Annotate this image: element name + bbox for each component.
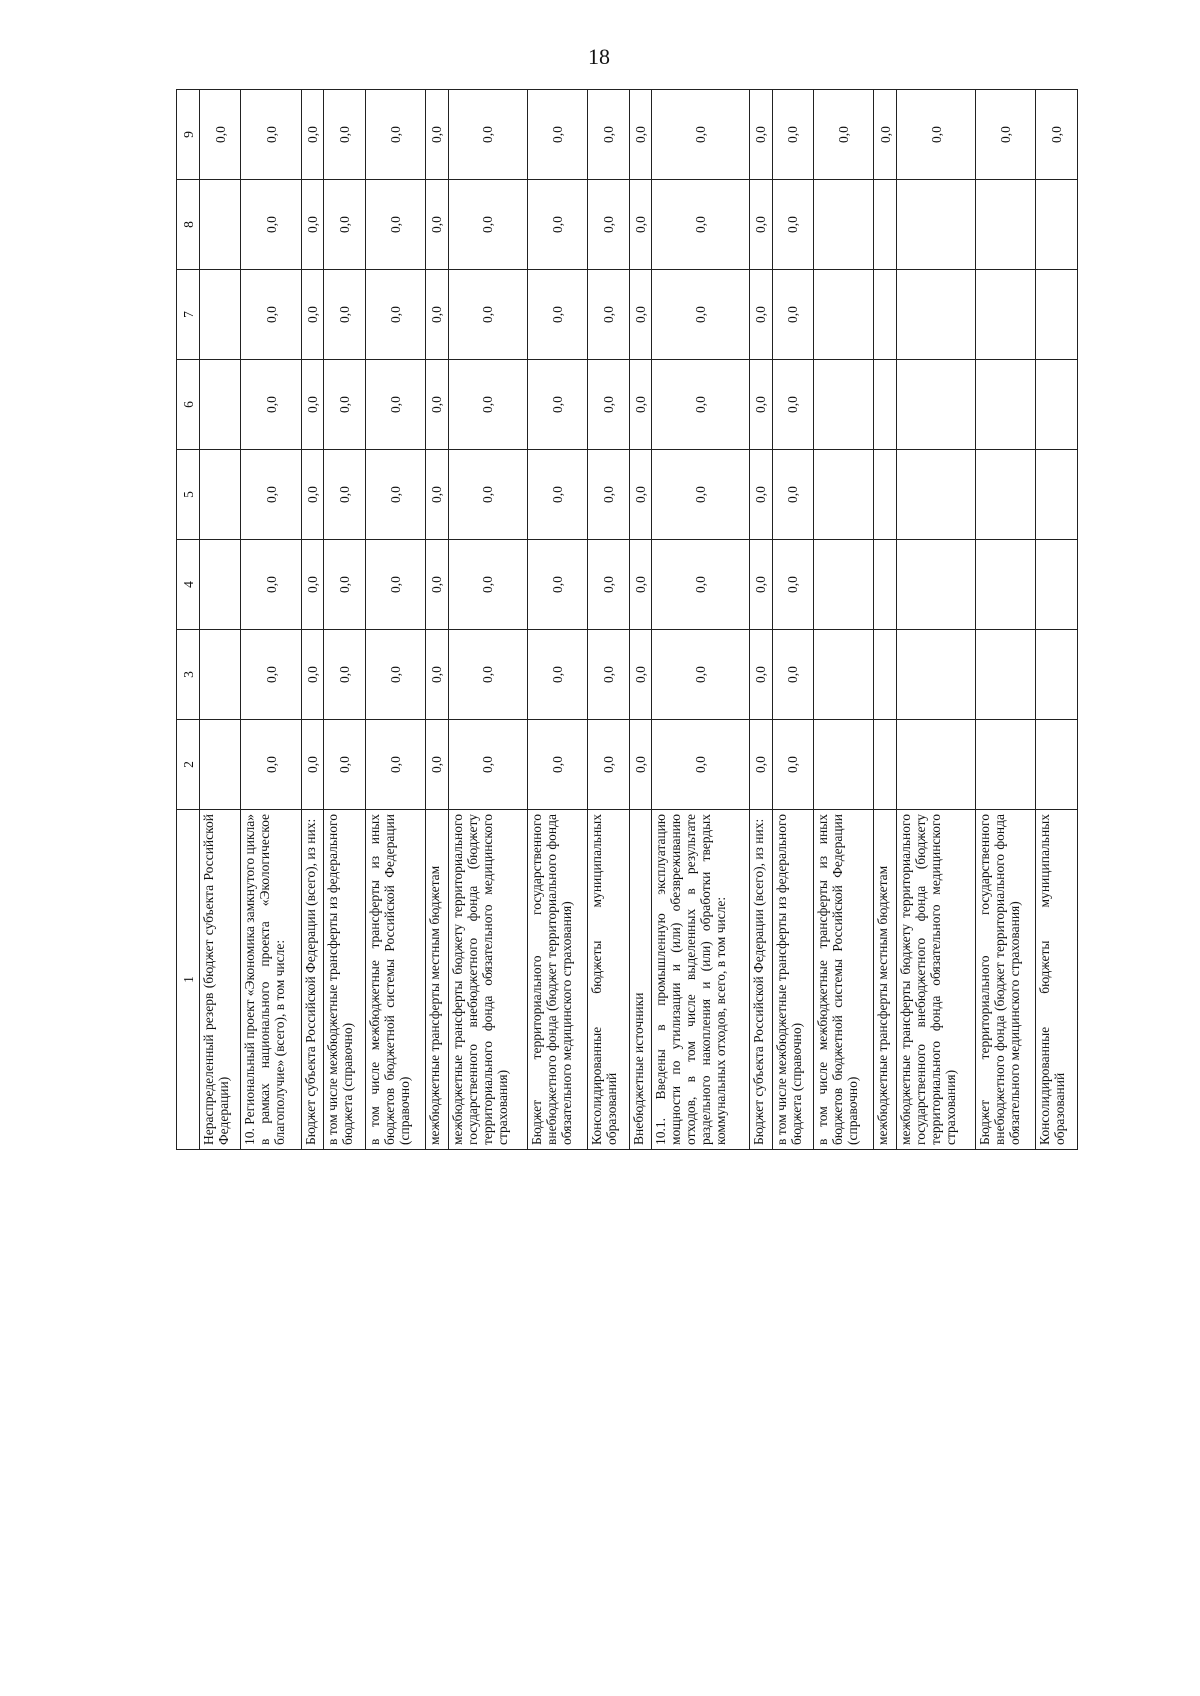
table-row <box>588 90 629 1150</box>
value-cell <box>897 180 976 270</box>
value-cell <box>814 180 874 270</box>
table-row <box>814 90 874 1150</box>
table-row <box>750 90 773 1150</box>
value-cell: 0,0 <box>629 630 652 720</box>
value-cell: 0,0 <box>324 90 365 180</box>
value-cell: 0,0 <box>426 180 449 270</box>
value-cell: 0,0 <box>629 360 652 450</box>
value-cell <box>200 630 241 720</box>
value-cell: 0,0 <box>772 90 813 180</box>
value-cell <box>814 540 874 630</box>
value-cell: 0,0 <box>772 540 813 630</box>
value-cell: 0,0 <box>629 540 652 630</box>
value-cell: 0,0 <box>652 450 750 540</box>
value-cell: 0,0 <box>324 270 365 360</box>
value-cell <box>976 720 1036 810</box>
value-cell: 0,0 <box>365 720 425 810</box>
value-cell: 0,0 <box>324 540 365 630</box>
column-header: 4 <box>177 540 200 630</box>
budget-table-container <box>176 90 1078 1150</box>
value-cell: 0,0 <box>750 360 773 450</box>
value-cell: 0,0 <box>750 540 773 630</box>
value-cell: 0,0 <box>365 450 425 540</box>
value-cell: 0,0 <box>652 720 750 810</box>
value-cell: 0,0 <box>527 180 587 270</box>
value-cell: 0,0 <box>426 90 449 180</box>
table-row <box>976 90 1036 1150</box>
value-cell <box>976 540 1036 630</box>
row-label: Бюджет субъекта Российской Федерации (всего), из них: <box>301 810 324 1150</box>
value-cell <box>200 360 241 450</box>
column-header: 8 <box>177 180 200 270</box>
value-cell: 0,0 <box>629 720 652 810</box>
value-cell: 0,0 <box>301 450 324 540</box>
value-cell: 0,0 <box>426 540 449 630</box>
page-number: 18 <box>588 44 610 69</box>
row-label: Бюджет территориального государственного внебюджетного фонда (бюджет территориального фонда обязательного медицинского страхования) <box>527 810 587 1150</box>
value-cell: 0,0 <box>750 180 773 270</box>
value-cell: 0,0 <box>629 270 652 360</box>
value-cell: 0,0 <box>527 630 587 720</box>
row-label: межбюджетные трансферты местным бюджетам <box>874 810 897 1150</box>
row-label: Бюджет территориального государственного внебюджетного фонда (бюджет территориального фонда обязательного медицинского страхования) <box>976 810 1036 1150</box>
value-cell: 0,0 <box>241 540 301 630</box>
column-header: 5 <box>177 450 200 540</box>
value-cell <box>976 450 1036 540</box>
row-label: 10.1. Введены в промышленную эксплуатацию мощности по утилизации и (или) обезвреживанию отходов, в том числе выделенных в результате раздельного накопления и (или) обработки твердых коммунальных отходов, всего, в том числе: <box>652 810 750 1150</box>
column-header: 2 <box>177 720 200 810</box>
value-cell: 0,0 <box>652 90 750 180</box>
value-cell: 0,0 <box>426 450 449 540</box>
value-cell: 0,0 <box>629 450 652 540</box>
value-cell: 0,0 <box>527 450 587 540</box>
value-cell <box>897 450 976 540</box>
table-header-row <box>177 90 200 1150</box>
value-cell: 0,0 <box>426 630 449 720</box>
value-cell: 0,0 <box>365 630 425 720</box>
value-cell: 0,0 <box>448 180 527 270</box>
value-cell: 0,0 <box>976 90 1036 180</box>
value-cell <box>874 450 897 540</box>
value-cell: 0,0 <box>301 360 324 450</box>
table-row <box>241 90 301 1150</box>
value-cell: 0,0 <box>301 270 324 360</box>
value-cell: 0,0 <box>1036 90 1078 180</box>
table-row <box>772 90 813 1150</box>
table-row <box>652 90 750 1150</box>
value-cell <box>1036 180 1078 270</box>
value-cell: 0,0 <box>426 270 449 360</box>
value-cell: 0,0 <box>588 270 629 360</box>
value-cell <box>976 630 1036 720</box>
table-row <box>301 90 324 1150</box>
row-label: Нераспределенный резерв (бюджет субъекта Российской Федерации) <box>200 810 241 1150</box>
value-cell: 0,0 <box>426 360 449 450</box>
value-cell: 0,0 <box>652 270 750 360</box>
value-cell: 0,0 <box>772 360 813 450</box>
value-cell: 0,0 <box>448 360 527 450</box>
value-cell: 0,0 <box>324 450 365 540</box>
value-cell: 0,0 <box>588 360 629 450</box>
value-cell <box>200 180 241 270</box>
value-cell: 0,0 <box>588 630 629 720</box>
value-cell <box>897 270 976 360</box>
value-cell: 0,0 <box>324 630 365 720</box>
value-cell: 0,0 <box>814 90 874 180</box>
value-cell: 0,0 <box>588 720 629 810</box>
value-cell <box>814 720 874 810</box>
column-header: 6 <box>177 360 200 450</box>
value-cell <box>874 180 897 270</box>
value-cell: 0,0 <box>588 90 629 180</box>
value-cell <box>976 270 1036 360</box>
row-label: Консолидированные бюджеты муниципальных образований <box>1036 810 1078 1150</box>
value-cell: 0,0 <box>241 630 301 720</box>
value-cell <box>976 360 1036 450</box>
value-cell: 0,0 <box>772 270 813 360</box>
value-cell: 0,0 <box>301 630 324 720</box>
value-cell <box>976 180 1036 270</box>
value-cell: 0,0 <box>448 270 527 360</box>
value-cell <box>200 270 241 360</box>
value-cell <box>1036 270 1078 360</box>
value-cell <box>874 720 897 810</box>
value-cell <box>1036 720 1078 810</box>
value-cell: 0,0 <box>241 720 301 810</box>
value-cell <box>874 540 897 630</box>
value-cell: 0,0 <box>527 270 587 360</box>
budget-table <box>176 89 1078 1150</box>
value-cell: 0,0 <box>772 450 813 540</box>
table-row <box>365 90 425 1150</box>
table-row <box>527 90 587 1150</box>
value-cell: 0,0 <box>365 90 425 180</box>
value-cell: 0,0 <box>365 180 425 270</box>
table-row <box>897 90 976 1150</box>
value-cell: 0,0 <box>241 270 301 360</box>
value-cell: 0,0 <box>324 720 365 810</box>
value-cell: 0,0 <box>629 180 652 270</box>
value-cell <box>874 630 897 720</box>
value-cell <box>814 270 874 360</box>
row-label: межбюджетные трансферты местным бюджетам <box>426 810 449 1150</box>
value-cell <box>874 360 897 450</box>
value-cell: 0,0 <box>200 90 241 180</box>
value-cell <box>1036 360 1078 450</box>
value-cell: 0,0 <box>365 540 425 630</box>
value-cell: 0,0 <box>448 540 527 630</box>
row-label: Внебюджетные источники <box>629 810 652 1150</box>
value-cell: 0,0 <box>527 540 587 630</box>
value-cell: 0,0 <box>241 360 301 450</box>
row-label: в том числе межбюджетные трансферты из иных бюджетов бюджетной системы Российской Федерации (справочно) <box>814 810 874 1150</box>
row-label: Консолидированные бюджеты муниципальных образований <box>588 810 629 1150</box>
value-cell: 0,0 <box>750 450 773 540</box>
column-header: 1 <box>177 810 200 1150</box>
value-cell <box>814 360 874 450</box>
value-cell: 0,0 <box>241 450 301 540</box>
value-cell: 0,0 <box>874 90 897 180</box>
value-cell <box>200 540 241 630</box>
value-cell: 0,0 <box>750 90 773 180</box>
value-cell: 0,0 <box>588 540 629 630</box>
value-cell: 0,0 <box>629 90 652 180</box>
value-cell: 0,0 <box>241 90 301 180</box>
table-row <box>629 90 652 1150</box>
value-cell <box>814 630 874 720</box>
value-cell: 0,0 <box>750 630 773 720</box>
value-cell: 0,0 <box>448 90 527 180</box>
value-cell: 0,0 <box>652 540 750 630</box>
row-label: в том числе межбюджетные трансферты из иных бюджетов бюджетной системы Российской Федерации (справочно) <box>365 810 425 1150</box>
value-cell: 0,0 <box>448 720 527 810</box>
value-cell <box>1036 540 1078 630</box>
column-header: 9 <box>177 90 200 180</box>
value-cell: 0,0 <box>448 450 527 540</box>
column-header: 7 <box>177 270 200 360</box>
value-cell: 0,0 <box>448 630 527 720</box>
value-cell: 0,0 <box>301 540 324 630</box>
value-cell: 0,0 <box>527 720 587 810</box>
table-row <box>426 90 449 1150</box>
value-cell: 0,0 <box>652 630 750 720</box>
value-cell: 0,0 <box>527 90 587 180</box>
value-cell <box>897 540 976 630</box>
value-cell <box>200 720 241 810</box>
value-cell <box>897 360 976 450</box>
value-cell: 0,0 <box>772 180 813 270</box>
value-cell: 0,0 <box>301 90 324 180</box>
value-cell <box>897 630 976 720</box>
value-cell: 0,0 <box>772 720 813 810</box>
value-cell: 0,0 <box>750 270 773 360</box>
value-cell: 0,0 <box>588 180 629 270</box>
table-row <box>448 90 527 1150</box>
value-cell: 0,0 <box>652 360 750 450</box>
value-cell <box>1036 450 1078 540</box>
value-cell: 0,0 <box>588 450 629 540</box>
value-cell: 0,0 <box>426 720 449 810</box>
row-label: в том числе межбюджетные трансферты из федерального бюджета (справочно) <box>324 810 365 1150</box>
value-cell <box>874 270 897 360</box>
value-cell: 0,0 <box>527 360 587 450</box>
value-cell <box>897 720 976 810</box>
row-label: 10. Региональный проект «Экономика замкнутого цикла» в рамках национального проекта «Экологическое благополучие» (всего), в том числе: <box>241 810 301 1150</box>
row-label: межбюджетные трансферты бюджету территориального государственного внебюджетного фонда (бюджету территориального фонда обязательного медицинского страхования) <box>897 810 976 1150</box>
table-row <box>1036 90 1078 1150</box>
row-label: Бюджет субъекта Российской Федерации (всего), из них: <box>750 810 773 1150</box>
value-cell: 0,0 <box>324 180 365 270</box>
row-label: межбюджетные трансферты бюджету территориального государственного внебюджетного фонда (бюджету территориального фонда обязательного медицинского страхования) <box>448 810 527 1150</box>
value-cell <box>200 450 241 540</box>
value-cell: 0,0 <box>365 360 425 450</box>
value-cell: 0,0 <box>301 720 324 810</box>
value-cell: 0,0 <box>324 360 365 450</box>
value-cell: 0,0 <box>652 180 750 270</box>
value-cell: 0,0 <box>365 270 425 360</box>
table-row <box>200 90 241 1150</box>
table-body <box>200 90 1078 1150</box>
value-cell: 0,0 <box>301 180 324 270</box>
value-cell: 0,0 <box>750 720 773 810</box>
value-cell: 0,0 <box>772 630 813 720</box>
value-cell: 0,0 <box>241 180 301 270</box>
table-row <box>324 90 365 1150</box>
value-cell <box>814 450 874 540</box>
table-row <box>874 90 897 1150</box>
column-header: 3 <box>177 630 200 720</box>
value-cell <box>1036 630 1078 720</box>
value-cell: 0,0 <box>897 90 976 180</box>
row-label: в том числе межбюджетные трансферты из федерального бюджета (справочно) <box>772 810 813 1150</box>
